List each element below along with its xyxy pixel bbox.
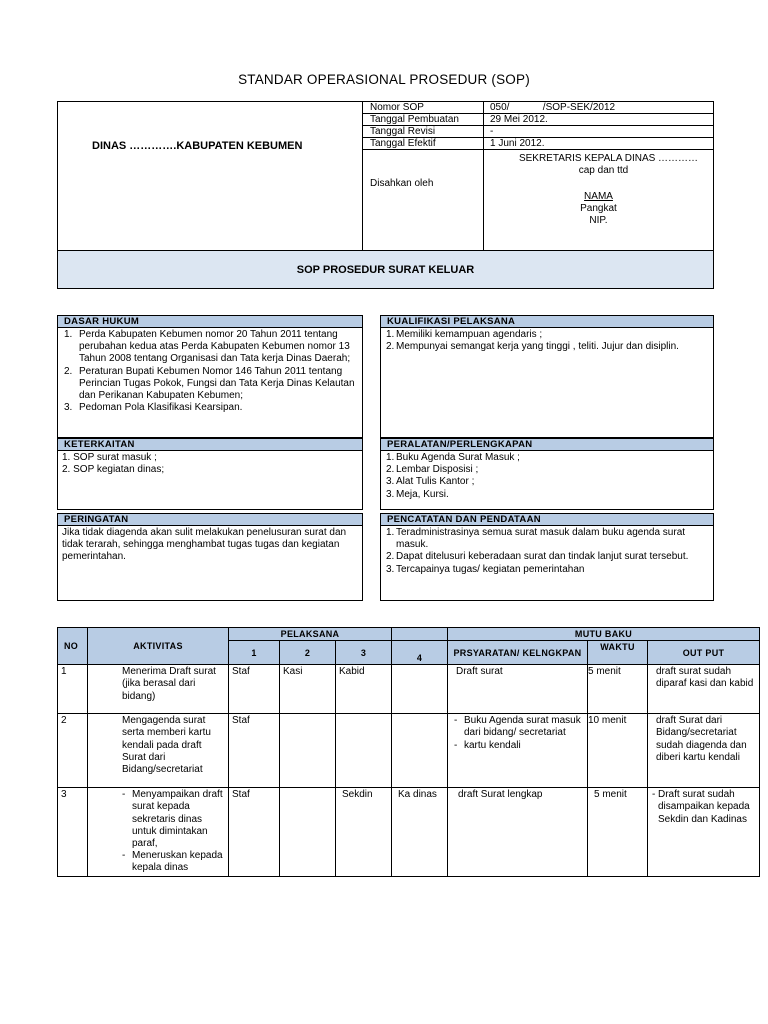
cell-p2: Kasi [280,665,336,714]
table-row [58,665,760,714]
signer-rank: Pangkat [580,203,617,214]
header-pelaksana: PELAKSANA [229,628,392,641]
peralatan-section [380,438,714,510]
list-item: 2. Mempunyai semangat kerja yang tinggi , teliti. Jujur dan disiplin. [386,341,679,353]
signer-name: NAMA [584,191,613,202]
pencatatan-section [380,513,714,601]
sop-header-block [57,101,714,251]
cell-p1: Staf [229,788,280,876]
list-item: 3. Tercapainya tugas/ kegiatan pemerintahan [386,563,585,575]
cell-p2 [280,788,336,876]
header-p1: 1 [229,641,280,665]
cell-waktu: 10 menit [588,714,648,788]
section-heading: DASAR HUKUM [58,316,362,328]
list-item: 1. SOP surat masuk ; [62,452,157,463]
cell-aktivitas: Mengagenda surat serta memberi kartu kendali pada draft Surat dari Bidang/secretariat [88,714,229,788]
cell-output [648,788,760,876]
meta-row-revisi [363,126,713,138]
list-item: 1. Memiliki kemampuan agendaris ; [386,329,543,340]
kualifikasi-section [380,315,714,438]
meta-label: Tanggal Revisi [370,126,436,137]
cell-p1: Staf [229,714,280,788]
stamp-note: cap dan ttd [578,165,629,176]
section-heading: PENCATATAN DAN PENDATAAN [381,514,713,526]
list-item: 3. Meja, Kursi. [386,488,449,500]
list-item: 3. Alat Tulis Kantor ; [386,476,475,488]
list-item: 1. Perda Kabupaten Kebumen nomor 20 Tahun 2011 tentang perubahan kedua atas Perda Kabupaten Kebumen nomor 13 Tahun 2008 tentang Organisasi dan Tata kerja Dinas Daerah; [64,329,351,365]
cell-aktivitas [88,788,229,876]
header-persyaratan: PRSYARATAN/ KELNGKPAN [448,641,588,665]
meta-label: Tanggal Efektif [370,138,436,149]
list-item: - Menyampaikan draft surat kepada sekretaris dinas untuk dimintakan paraf, [122,789,223,850]
list-item: - Draft surat sudah disampaikan kepada Sekdin dan Kadinas [652,789,750,825]
signer-nip: NIP. [589,215,608,226]
cell-no: 1 [58,665,88,714]
activity-table [57,627,760,877]
dasar-hukum-section [57,315,363,438]
table-row [58,788,760,876]
meta-label: Tanggal Pembuatan [370,114,459,125]
keterkaitan-section [57,438,363,510]
meta-row-pembuatan [363,114,713,126]
list-item: 2. SOP kegiatan dinas; [62,464,165,476]
header-p4: 4 [392,641,448,665]
section-heading: KUALIFIKASI PELAKSANA [381,316,713,328]
cell-p3: Kabid [336,665,392,714]
list-item: 2. Peraturan Bupati Kebumen Nomor 146 Tahun 2011 tentang Perincian Tugas Pokok, Fungsi dan Tata Kerja Dinas Kelautan dan Perikanan Kabupaten Kebumen; [64,365,355,402]
list-item: 2. Dapat ditelusuri keberadaan surat dan tindak lanjut surat tersebut. [386,551,689,563]
header-p2: 2 [280,641,336,665]
meta-label: Nomor SOP [370,102,424,113]
meta-value: 29 Mei 2012. [483,114,713,126]
agency-name: DINAS ………….KABUPATEN KEBUMEN [92,140,303,152]
peringatan-section [57,513,363,601]
cell-output: draft surat sudah diparaf kasi dan kabid [648,665,760,714]
cell-p1: Staf [229,665,280,714]
table-row [58,714,760,788]
header-no: NO [58,628,88,665]
cell-waktu: 5 menit [588,788,648,876]
cell-p4: Ka dinas [392,788,448,876]
header-aktivitas: AKTIVITAS [88,628,229,665]
cell-p4 [392,714,448,788]
section-heading: PERALATAN/PERLENGKAPAN [381,439,713,451]
header-mutu-baku: MUTU BAKU [448,628,760,641]
header-p3: 3 [336,641,392,665]
cell-waktu: 5 menit [588,665,648,714]
list-item: 2. Lembar Disposisi ; [386,464,479,476]
cell-p3: Sekdin [336,788,392,876]
meta-value: - [483,126,713,138]
cell-no: 2 [58,714,88,788]
list-item: 3. Pedoman Pola Klasifikasi Kearsipan. [64,402,243,414]
meta-value: 050/ /SOP-SEK/2012 [483,102,713,114]
header-waktu: WAKTU [588,641,648,665]
section-heading: PERINGATAN [58,514,362,526]
approved-label: Disahkan oleh [370,178,434,189]
meta-row-nomor [363,102,713,114]
header-pelaksana-blank [392,628,448,641]
agency-cell [58,102,363,250]
list-item: - Buku Agenda surat masuk dari bidang/ secretariat [454,715,581,739]
signer-title: SEKRETARIS KEPALA DINAS ………… [518,153,699,164]
table-header-row [58,628,760,641]
warning-text: Jika tidak diagenda akan sulit melakukan penelusuran surat dan tidak terarah, sehingga menghambat tugas tugas dan kegiatan pemerintahan. [62,527,347,563]
cell-p4 [392,665,448,714]
list-item: - Meneruskan kepada kepala dinas [122,850,223,874]
cell-persyaratan: draft Surat lengkap [448,788,588,876]
page-title: STANDAR OPERASIONAL PROSEDUR (SOP) [238,72,530,87]
signature-area [483,150,713,250]
list-item: - kartu kendali [454,739,521,751]
approval-cell [363,150,713,250]
section-heading: KETERKAITAN [58,439,362,451]
meta-row-efektif [363,138,713,150]
list-item: 1. Buku Agenda Surat Masuk ; [386,452,520,463]
cell-persyaratan: Draft surat [448,665,588,714]
meta-value: 1 Juni 2012. [483,138,713,150]
cell-aktivitas: Menerima Draft surat (jika berasal dari bidang) [88,665,229,714]
cell-p3 [336,714,392,788]
list-item: 1. Teradministrasinya semua surat masuk dalam buku agenda surat masuk. [386,527,686,551]
cell-output: draft Surat dari Bidang/secretariat sudah diagenda dan diberi kartu kendali [648,714,760,788]
cell-no: 3 [58,788,88,876]
sop-title-bar: SOP PROSEDUR SURAT KELUAR [57,251,714,289]
cell-persyaratan [448,714,588,788]
cell-p2 [280,714,336,788]
header-output: OUT PUT [648,641,760,665]
